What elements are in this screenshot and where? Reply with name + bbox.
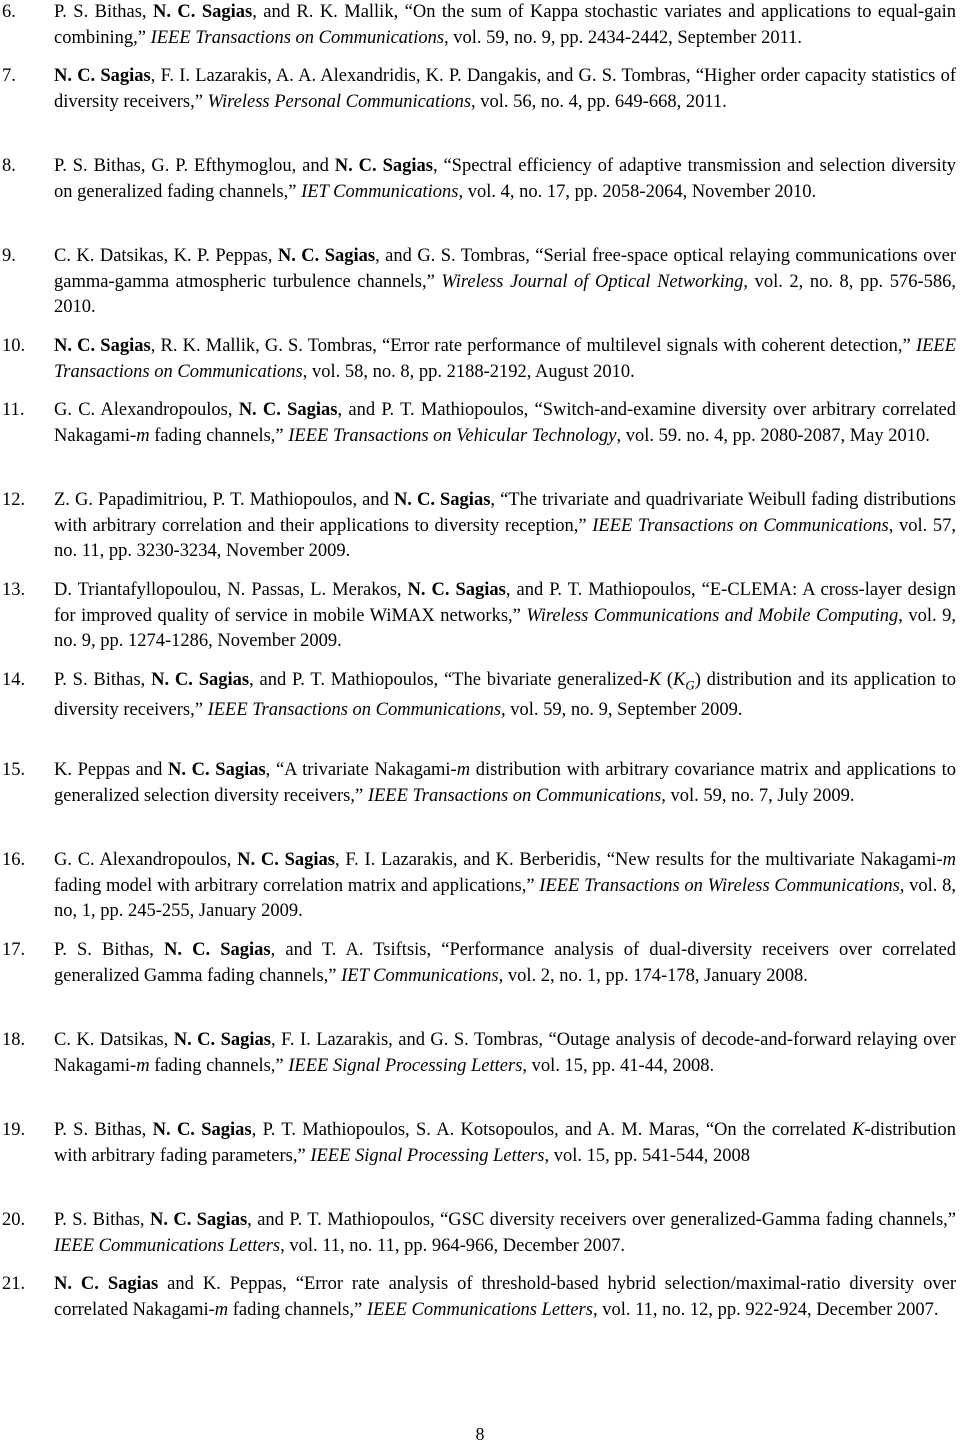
- author-highlight: N. C. Sagias: [149, 1210, 248, 1230]
- italic-text: IEEE Transactions on Communications: [54, 336, 956, 382]
- italic-text: IEEE Transactions on Communications: [150, 27, 445, 48]
- author-highlight: N. C. Sagias: [164, 940, 271, 960]
- reference-segment: fading model with arbitrary correlation matrix and applications,”: [54, 875, 540, 896]
- reference-segment: P. S. Bithas,: [54, 670, 152, 690]
- italic-text: IEEE Transactions on Communications: [367, 785, 662, 806]
- author-highlight: N. C. Sagias: [54, 66, 151, 86]
- italic-text: m: [136, 1055, 150, 1076]
- author-highlight: N. C. Sagias: [407, 580, 506, 600]
- reference-segment: P. S. Bithas,: [54, 1210, 150, 1230]
- reference-number: 10.: [2, 336, 26, 356]
- reference-text: [54, 848, 956, 925]
- reference-number: 16.: [2, 850, 26, 870]
- reference-segment: P. S. Bithas,: [54, 2, 153, 22]
- reference-segment: , “A trivariate Nakagami-: [265, 760, 457, 780]
- reference-segment: , R. K. Mallik, G. S. Tombras, “Error rate performance of multilevel signals with coherent detection,”: [150, 336, 916, 356]
- reference-item: [0, 758, 960, 809]
- author-highlight: N. C. Sagias: [54, 1274, 159, 1294]
- reference-number: 17.: [2, 940, 26, 960]
- reference-segment: , vol. 11, no. 12, pp. 922-924, December 2007.: [592, 1299, 939, 1320]
- author-highlight: N. C. Sagias: [277, 246, 376, 266]
- reference-text: [54, 1208, 956, 1259]
- reference-text: [54, 1028, 956, 1079]
- reference-segment: , and P. T. Mathiopoulos, “E-CLEMA: A cross-layer design for improved quality of service in mobile WiMAX networks,”: [54, 580, 956, 626]
- reference-text: [54, 758, 956, 809]
- reference-number: 19.: [2, 1120, 26, 1140]
- reference-segment: , and P. T. Mathiopoulos, “Switch-and-examine diversity over arbitrary correlated Nakagami-: [54, 400, 956, 446]
- reference-number: 14.: [2, 670, 26, 690]
- italic-text: IEEE Transactions on Wireless Communications: [539, 875, 900, 896]
- author-highlight: N. C. Sagias: [334, 156, 433, 176]
- author-highlight: N. C. Sagias: [238, 400, 338, 420]
- author-highlight: N. C. Sagias: [151, 670, 250, 690]
- italic-text: m: [942, 850, 956, 870]
- reference-segment: , vol. 57, no. 11, pp. 3230-3234, November 2009.: [54, 515, 957, 561]
- reference-item: [0, 1118, 960, 1169]
- reference-item: [0, 0, 960, 51]
- reference-number: 18.: [2, 1030, 26, 1050]
- reference-segment: , vol. 58, no. 8, pp. 2188-2192, August 2010.: [302, 361, 635, 382]
- reference-item: [0, 668, 960, 724]
- italic-text: K: [852, 1120, 865, 1140]
- reference-number: 12.: [2, 490, 26, 510]
- reference-segment: C. K. Datsikas,: [54, 1030, 174, 1050]
- italic-text: IET Communications: [341, 965, 499, 986]
- italic-text: G: [685, 677, 695, 693]
- italic-text: IEEE Signal Processing Letters: [288, 1055, 523, 1076]
- reference-text: [54, 1272, 956, 1323]
- reference-number: 11.: [2, 400, 25, 420]
- reference-segment: G. C. Alexandropoulos,: [54, 400, 239, 420]
- italic-text: m: [136, 425, 150, 446]
- italic-text: IEEE Communications Letters: [366, 1299, 593, 1320]
- reference-segment: P. S. Bithas,: [54, 940, 165, 960]
- reference-text: [54, 334, 956, 385]
- reference-number: 8.: [2, 156, 16, 176]
- reference-segment: , and T. A. Tsiftsis, “Performance analysis of dual-diversity receivers over correlated generalized Gamma fading channels,”: [54, 940, 956, 986]
- reference-text: [54, 578, 956, 655]
- reference-segment: , vol. 4, no. 17, pp. 2058-2064, November 2010.: [458, 181, 817, 202]
- reference-number: 13.: [2, 580, 26, 600]
- reference-item: [0, 154, 960, 205]
- reference-text: [54, 0, 956, 51]
- reference-segment: , vol. 59, no. 9, September 2009.: [501, 700, 743, 721]
- author-highlight: N. C. Sagias: [153, 2, 253, 22]
- reference-segment: and K. Peppas, “Error rate analysis of threshold-based hybrid selection/maximal-ratio diversity over correlated Nakagami-: [54, 1274, 956, 1320]
- reference-segment: fading channels,”: [149, 425, 289, 446]
- reference-segment: K. Peppas and: [54, 760, 169, 780]
- reference-segment: , vol. 9, no. 9, pp. 1274-1286, November 2009.: [54, 605, 956, 651]
- italic-text: Wireless Journal of Optical Networking: [441, 271, 744, 292]
- reference-segment: , vol. 15, pp. 541-544, 2008: [544, 1145, 751, 1166]
- author-highlight: N. C. Sagias: [237, 850, 335, 870]
- reference-item: [0, 488, 960, 565]
- author-highlight: N. C. Sagias: [168, 760, 266, 780]
- italic-text: K: [673, 670, 686, 690]
- italic-text: Wireless Communications and Mobile Computing: [526, 605, 899, 626]
- reference-segment: , and P. T. Mathiopoulos, “GSC diversity receivers over generalized-Gamma fading channels,”: [247, 1210, 956, 1230]
- author-highlight: N. C. Sagias: [152, 1120, 252, 1140]
- reference-text: [54, 938, 956, 989]
- author-highlight: N. C. Sagias: [173, 1030, 271, 1050]
- reference-segment: C. K. Datsikas, K. P. Peppas,: [54, 246, 278, 266]
- reference-segment: , F. I. Lazarakis, and G. S. Tombras, “Outage analysis of decode-and-forward relaying over Nakagami-: [54, 1030, 956, 1076]
- reference-item: [0, 848, 960, 925]
- reference-item: [0, 244, 960, 321]
- reference-text: [54, 64, 956, 115]
- italic-text: IEEE Signal Processing Letters: [310, 1145, 545, 1166]
- page-number: 8: [475, 1424, 485, 1444]
- reference-text: [54, 154, 956, 205]
- reference-segment: P. S. Bithas,: [54, 1120, 153, 1140]
- reference-segment: -distribution with arbitrary fading parameters,”: [54, 1120, 956, 1166]
- reference-item: [0, 938, 960, 989]
- reference-segment: , vol. 15, pp. 41-44, 2008.: [522, 1055, 715, 1076]
- reference-segment: , vol. 2, no. 1, pp. 174-178, January 2008.: [498, 965, 808, 986]
- reference-text: [54, 244, 956, 321]
- italic-text: IEEE Communications Letters: [54, 1235, 281, 1256]
- reference-segment: , and R. K. Mallik, “On the sum of Kappa stochastic variates and applications to equal-gain combining,”: [54, 2, 956, 48]
- italic-text: IEEE Transactions on Communications: [592, 515, 889, 536]
- reference-segment: , vol. 59, no. 7, July 2009.: [661, 785, 855, 806]
- reference-item: [0, 398, 960, 449]
- italic-text: IEEE Transactions on Communications: [207, 700, 502, 721]
- reference-segment: , vol. 59, no. 9, pp. 2434-2442, September 2011.: [444, 27, 803, 48]
- reference-number: 20.: [2, 1210, 26, 1230]
- reference-item: [0, 334, 960, 385]
- reference-item: [0, 1028, 960, 1079]
- reference-segment: , F. I. Lazarakis, A. A. Alexandridis, K. P. Dangakis, and G. S. Tombras, “Higher order capacity statistics of diversity receivers,”: [54, 66, 956, 112]
- reference-segment: , and G. S. Tombras, “Serial free-space optical relaying communications over gamma-gamma atmospheric turbulence channels,”: [54, 246, 956, 292]
- reference-item: [0, 1272, 960, 1323]
- reference-item: [0, 64, 960, 115]
- reference-text: [54, 398, 956, 449]
- reference-item: [0, 578, 960, 655]
- reference-number: 15.: [2, 760, 26, 780]
- reference-segment: , vol. 11, no. 11, pp. 964-966, December 2007.: [280, 1235, 626, 1256]
- reference-segment: (: [661, 670, 674, 690]
- reference-segment: , vol. 8, no, 1, pp. 245-255, January 2009.: [54, 875, 956, 921]
- italic-text: K: [648, 670, 662, 690]
- reference-number: 21.: [2, 1274, 26, 1294]
- reference-segment: fading channels,”: [149, 1055, 289, 1076]
- reference-text: [54, 488, 956, 565]
- reference-number: 9.: [2, 246, 16, 266]
- author-highlight: N. C. Sagias: [54, 336, 151, 356]
- reference-segment: distribution with arbitrary covariance matrix and applications to generalized selection diversity receivers,”: [54, 760, 956, 806]
- italic-text: IEEE Transactions on Vehicular Technology: [288, 425, 617, 446]
- reference-item: [0, 1208, 960, 1259]
- author-highlight: N. C. Sagias: [393, 490, 491, 510]
- reference-number: 6.: [2, 2, 16, 22]
- reference-segment: , “The trivariate and quadrivariate Weibull fading distributions with arbitrary correlation and their applications to diversity reception,”: [54, 490, 956, 536]
- reference-segment: , and P. T. Mathiopoulos, “The bivariate generalized-: [249, 670, 649, 690]
- reference-segment: fading channels,”: [228, 1299, 367, 1320]
- italic-text: m: [214, 1299, 229, 1320]
- reference-segment: ) distribution and its application to diversity receivers,”: [54, 670, 956, 721]
- reference-segment: , vol. 59. no. 4, pp. 2080-2087, May 2010.: [616, 425, 930, 446]
- italic-text: m: [456, 760, 471, 780]
- italic-text: IET Communications: [301, 181, 459, 202]
- reference-text: [54, 668, 956, 724]
- reference-number: 7.: [2, 66, 16, 86]
- reference-segment: , vol. 56, no. 4, pp. 649-668, 2011.: [471, 91, 727, 112]
- reference-segment: D. Triantafyllopoulou, N. Passas, L. Merakos,: [54, 580, 408, 600]
- reference-segment: , F. I. Lazarakis, and K. Berberidis, “New results for the multivariate Nakagami-: [334, 850, 943, 870]
- reference-segment: , “Spectral efficiency of adaptive transmission and selection diversity on generalized fading channels,”: [54, 156, 957, 202]
- italic-text: Wireless Personal Communications: [207, 91, 472, 112]
- reference-segment: G. C. Alexandropoulos,: [54, 850, 238, 870]
- reference-segment: P. S. Bithas, G. P. Efthymoglou, and: [54, 156, 335, 176]
- reference-segment: , P. T. Mathiopoulos, S. A. Kotsopoulos, and A. M. Maras, “On the correlated: [251, 1120, 853, 1140]
- reference-text: [54, 1118, 956, 1169]
- reference-segment: Z. G. Papadimitriou, P. T. Mathiopoulos, and: [54, 490, 394, 510]
- reference-segment: , vol. 2, no. 8, pp. 576-586, 2010.: [54, 271, 956, 317]
